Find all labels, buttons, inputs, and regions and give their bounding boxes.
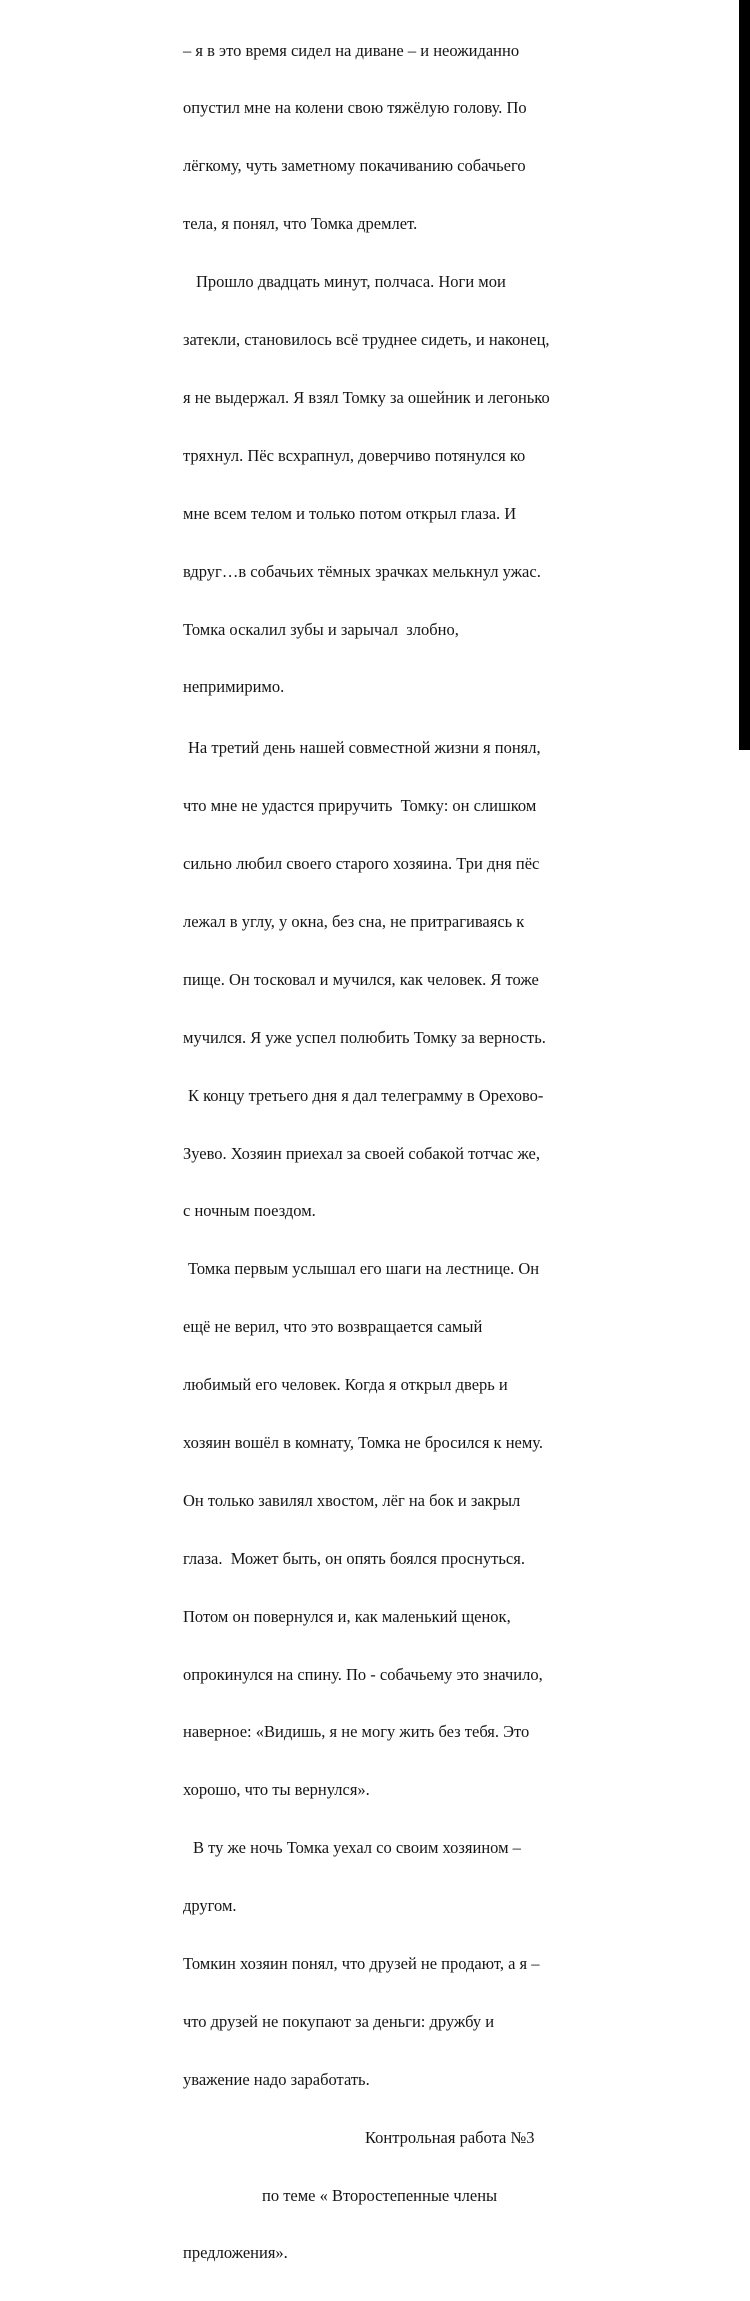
text-line: опустил мне на колени свою тяжёлую голову. По bbox=[183, 98, 527, 118]
text-line: Томка оскалил зубы и зарычал злобно, bbox=[183, 619, 459, 639]
text-line: – я в это время сидел на диване – и неожиданно bbox=[183, 40, 520, 60]
text-line: пище. Он тосковал и мучился, как человек. Я тоже bbox=[183, 969, 539, 989]
assignment-title-line: Контрольная работа №3 bbox=[365, 2127, 535, 2147]
right-edge-bar bbox=[739, 0, 750, 750]
text-line: с ночным поездом. bbox=[183, 1201, 316, 1221]
text-line: лёгкому, чуть заметному покачиванию собачьего bbox=[183, 156, 526, 176]
text-line: глаза. Может быть, он опять боялся проснуться. bbox=[183, 1548, 525, 1568]
text-line: любимый его человек. Когда я открыл дверь и bbox=[183, 1375, 508, 1395]
assignment-topic-line: предложения». bbox=[183, 2243, 288, 2263]
text-line: хозяин вошёл в комнату, Томка не бросился к нему. bbox=[183, 1432, 544, 1452]
text-line: затекли, становилось всё труднее сидеть, и наконец, bbox=[183, 330, 550, 350]
text-line: я не выдержал. Я взял Томку за ошейник и легонько bbox=[183, 387, 550, 407]
text-line: лежал в углу, у окна, без сна, не притрагиваясь к bbox=[183, 911, 525, 931]
text-line: Он только завилял хвостом, лёг на бок и закрыл bbox=[183, 1490, 521, 1510]
text-line: сильно любил своего старого хозяина. Три дня пёс bbox=[183, 854, 540, 874]
text-line: Потом он повернулся и, как маленький щенок, bbox=[183, 1606, 511, 1626]
text-line: Зуево. Хозяин приехал за своей собакой тотчас же, bbox=[183, 1143, 541, 1163]
text-line: хорошо, что ты вернулся». bbox=[183, 1780, 370, 1800]
document-text bbox=[183, 2, 728, 2301]
text-line: непримиримо. bbox=[183, 677, 285, 697]
text-line: тряхнул. Пёс всхрапнул, доверчиво потянулся ко bbox=[183, 445, 526, 465]
text-line: наверное: «Видишь, я не могу жить без тебя. Это bbox=[183, 1722, 530, 1742]
text-line: что друзей не покупают за деньги: дружбу и bbox=[183, 2011, 495, 2031]
text-line: мне всем телом и только потом открыл глаза. И bbox=[183, 503, 517, 523]
text-line: тела, я понял, что Томка дремлет. bbox=[183, 214, 418, 234]
text-line: ещё не верил, что это возвращается самый bbox=[183, 1317, 483, 1337]
text-line: что мне не удастся приручить Томку: он слишком bbox=[183, 796, 537, 816]
text-line: Прошло двадцать минут, полчаса. Ноги мои bbox=[196, 272, 506, 292]
text-line: В ту же ночь Томка уехал со своим хозяином – bbox=[193, 1838, 521, 1858]
text-line: другом. bbox=[183, 1896, 237, 1916]
text-line: Томка первым услышал его шаги на лестнице. Он bbox=[188, 1259, 540, 1279]
text-line: мучился. Я уже успел полюбить Томку за верность. bbox=[183, 1027, 546, 1047]
text-line: На третий день нашей совместной жизни я понял, bbox=[188, 738, 541, 758]
text-line: Томкин хозяин понял, что друзей не продают, а я – bbox=[183, 1953, 540, 1973]
text-line: опрокинулся на спину. По - собачьему это значило, bbox=[183, 1664, 543, 1684]
text-line: вдруг…в собачьих тёмных зрачках мелькнул ужас. bbox=[183, 561, 541, 581]
assignment-topic-line: по теме « Второстепенные члены bbox=[262, 2185, 498, 2205]
text-line: уважение надо заработать. bbox=[183, 2069, 370, 2089]
text-line: К концу третьего дня я дал телеграмму в Орехово- bbox=[188, 1085, 544, 1105]
